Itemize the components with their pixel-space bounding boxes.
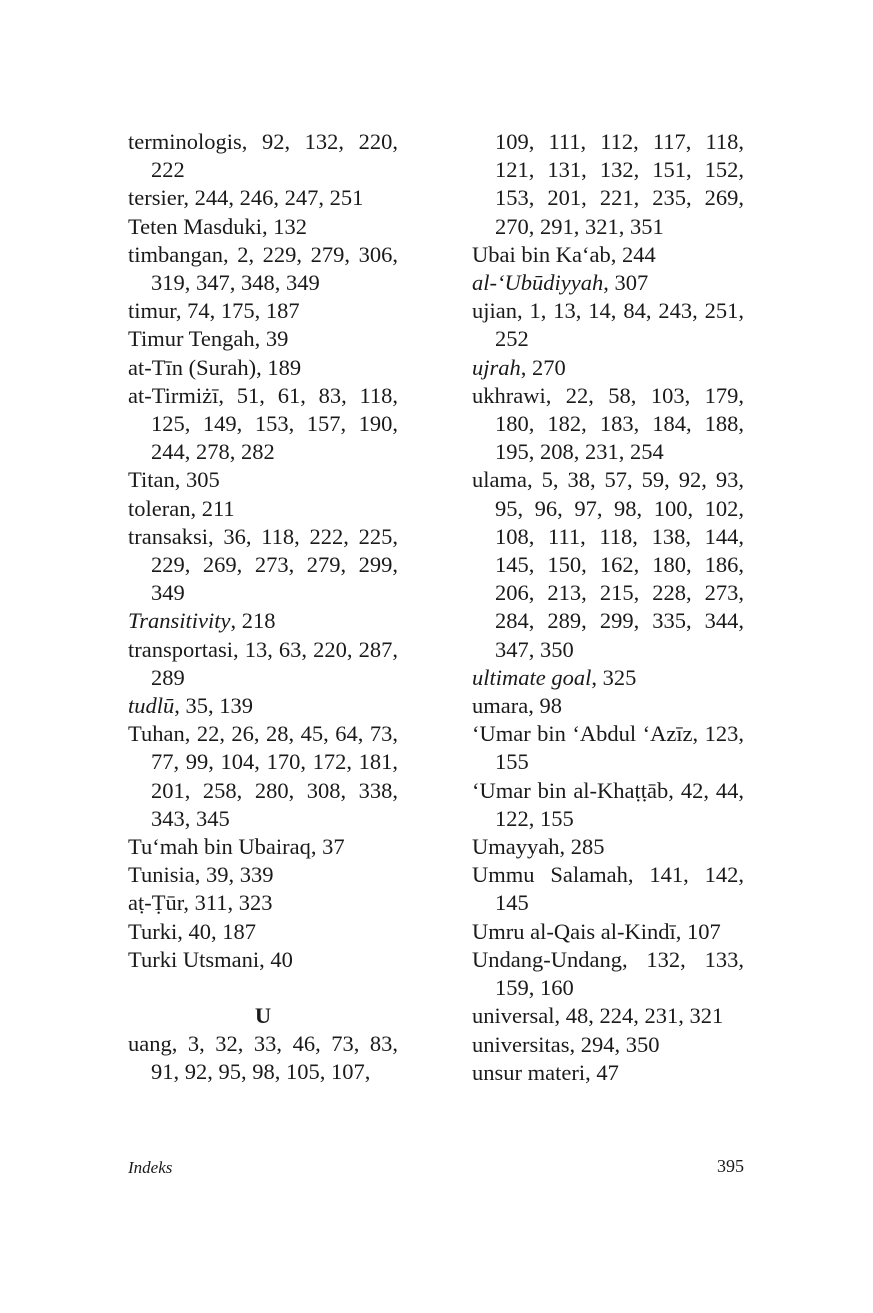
- index-pages: 2, 229, 279, 306, 319, 347, 348, 349: [151, 241, 398, 296]
- index-pages: 22, 26, 28, 45, 64, 73, 77, 99, 104, 170, 172, 181, 201, 258, 280, 308, 338, 343, 345: [151, 721, 398, 831]
- index-term: tudlū: [128, 693, 175, 719]
- index-term: ujrah: [472, 354, 521, 380]
- index-term: Transitivity: [128, 608, 231, 634]
- index-pages: 141, 142, 145: [495, 862, 744, 916]
- index-pages: 5, 38, 57, 59, 92, 93, 95, 96, 97, 98, 100, 102, 108, 111, 118, 138, 144, 145, 150, 162, 180, 186, 206, 213, 215, 228, 273, 284, 289, 299, 335, 344, 347, 350: [495, 467, 744, 662]
- index-entry: [472, 297, 744, 353]
- index-pages: 40: [264, 946, 293, 972]
- index-term: timur,: [128, 298, 182, 324]
- index-entry: [128, 523, 398, 608]
- index-pages: 74, 175, 187: [181, 298, 300, 324]
- index-entry: [472, 833, 744, 861]
- index-term: Tunisia,: [128, 862, 201, 888]
- index-term: ‘Umar bin al-Khaṭṭāb,: [472, 777, 674, 803]
- index-pages: 40, 187: [182, 918, 256, 944]
- index-entry: [472, 382, 744, 467]
- index-term: unsur materi,: [472, 1059, 591, 1085]
- index-entry: [128, 466, 398, 494]
- index-entry: [128, 692, 398, 720]
- index-term: Titan,: [128, 467, 181, 493]
- index-term: at-Tīn (Surah),: [128, 354, 262, 380]
- index-pages: 132: [267, 213, 308, 239]
- index-entry: [128, 720, 398, 833]
- index-entry: [472, 946, 744, 1002]
- index-entry: [128, 918, 398, 946]
- index-pages: 132, 133, 159, 160: [495, 946, 744, 1001]
- index-entry: [128, 833, 398, 861]
- index-entry: [472, 692, 744, 720]
- left-entry-list: [128, 128, 398, 974]
- index-entry: [472, 354, 744, 382]
- index-term: al-‘Ubūdiyyah: [472, 270, 604, 296]
- index-pages: 305: [180, 467, 220, 493]
- continued-entry-pages: 109, 111, 112, 117, 118, 121, 131, 132, 151, 152, 153, 201, 221, 235, 269, 270, 291, 321, 351: [495, 129, 744, 239]
- running-title: Indeks: [128, 1158, 173, 1177]
- index-entry: [128, 1030, 398, 1086]
- index-entry: [128, 325, 398, 353]
- index-term: aṭ-Ṭūr,: [128, 890, 189, 916]
- index-pages: , 307: [603, 270, 649, 296]
- index-entry: [128, 184, 398, 212]
- index-pages: , 35, 139: [174, 693, 254, 719]
- index-entry: [128, 241, 398, 297]
- index-entry: [128, 636, 398, 692]
- index-pages: 39, 339: [200, 862, 274, 888]
- index-pages: , 270: [520, 354, 566, 380]
- index-term: ujian,: [472, 298, 523, 324]
- index-entry: [472, 664, 744, 692]
- index-pages: 48, 224, 231, 321: [560, 1003, 724, 1029]
- u-entry-list: [128, 1030, 398, 1086]
- index-pages: 244, 246, 247, 251: [188, 185, 364, 211]
- index-term: terminologis,: [128, 129, 248, 154]
- index-term: Timur Tengah,: [128, 326, 261, 352]
- index-pages: 47: [590, 1059, 619, 1085]
- index-term: universitas,: [472, 1031, 576, 1057]
- index-pages: 98: [533, 693, 562, 719]
- index-entry: [128, 382, 398, 467]
- index-entry: [472, 241, 744, 269]
- index-pages: 244: [616, 241, 656, 267]
- index-entry: [472, 918, 744, 946]
- page-number: 395: [717, 1156, 744, 1176]
- index-pages: 51, 61, 83, 118, 125, 149, 153, 157, 190, 244, 278, 282: [151, 382, 398, 465]
- index-term: ultimate goal: [472, 664, 592, 690]
- index-entry: [128, 861, 398, 889]
- index-term: ulama,: [472, 467, 533, 493]
- index-term: Teten Masduki,: [128, 213, 268, 239]
- index-entry: [128, 607, 398, 635]
- index-term: Ummu Salamah,: [472, 862, 634, 888]
- section-letter: U: [254, 1003, 272, 1029]
- index-pages: 189: [261, 354, 302, 380]
- index-entry: [472, 1002, 744, 1030]
- index-term: Ubai bin Ka‘ab,: [472, 241, 617, 267]
- index-term: Tuhan,: [128, 721, 191, 747]
- index-pages: 107: [681, 918, 721, 944]
- index-entry: [128, 128, 398, 184]
- index-term: uang,: [128, 1031, 178, 1057]
- index-column-left: [128, 128, 398, 1087]
- index-pages: 37: [316, 834, 345, 860]
- index-term: timbangan,: [128, 241, 229, 267]
- index-term: toleran,: [128, 495, 197, 521]
- index-term: ‘Umar bin ‘Abdul ‘Azīz,: [472, 721, 699, 747]
- index-column-right: [472, 128, 744, 1087]
- index-term: transportasi,: [128, 636, 239, 662]
- index-pages: 123, 155: [495, 721, 744, 775]
- index-pages: 39: [260, 326, 289, 352]
- index-entry: [472, 466, 744, 663]
- index-pages: 92, 132, 220, 222: [151, 129, 398, 183]
- index-entry: [472, 269, 744, 297]
- index-entry: [128, 495, 398, 523]
- index-pages: , 218: [230, 608, 276, 634]
- index-entry: [472, 1059, 744, 1087]
- index-entry: [128, 354, 398, 382]
- index-entry: [128, 889, 398, 917]
- index-entry: [472, 777, 744, 833]
- index-pages: 3, 32, 33, 46, 73, 83, 91, 92, 95, 98, 105, 107,: [151, 1031, 398, 1085]
- index-term: tersier,: [128, 185, 189, 211]
- index-term: umara,: [472, 693, 534, 719]
- index-pages: 311, 323: [188, 890, 273, 916]
- index-entry: [128, 946, 398, 974]
- index-term: ukhrawi,: [472, 382, 552, 408]
- index-term: Turki Utsmani,: [128, 946, 265, 972]
- index-term: transaksi,: [128, 523, 214, 549]
- index-term: at-Tirmiżī,: [128, 382, 225, 408]
- index-term: universal,: [472, 1003, 561, 1029]
- index-pages: 42, 44, 122, 155: [495, 777, 744, 831]
- index-term: Tu‘mah bin Ubairaq,: [128, 834, 317, 860]
- index-term: Turki,: [128, 918, 183, 944]
- index-pages: 13, 63, 220, 287, 289: [151, 636, 398, 690]
- index-entry: [128, 297, 398, 325]
- index-term: Undang-Undang,: [472, 946, 628, 972]
- index-entry: [472, 720, 744, 776]
- index-pages: , 325: [591, 664, 637, 690]
- index-term: Umayyah,: [472, 834, 566, 860]
- index-entry: [472, 1031, 744, 1059]
- index-pages: 1, 13, 14, 84, 243, 251, 252: [495, 298, 744, 352]
- index-pages: 211: [196, 495, 235, 521]
- index-pages: 22, 58, 103, 179, 180, 182, 183, 184, 188, 195, 208, 231, 254: [495, 382, 744, 465]
- index-pages: 294, 350: [575, 1031, 660, 1057]
- index-pages: 36, 118, 222, 225, 229, 269, 273, 279, 299, 349: [151, 523, 398, 606]
- index-entry: [128, 213, 398, 241]
- index-term: Umru al-Qais al-Kindī,: [472, 918, 682, 944]
- index-pages: 285: [565, 834, 605, 860]
- index-entry: [472, 861, 744, 917]
- right-entry-list: [472, 241, 744, 1087]
